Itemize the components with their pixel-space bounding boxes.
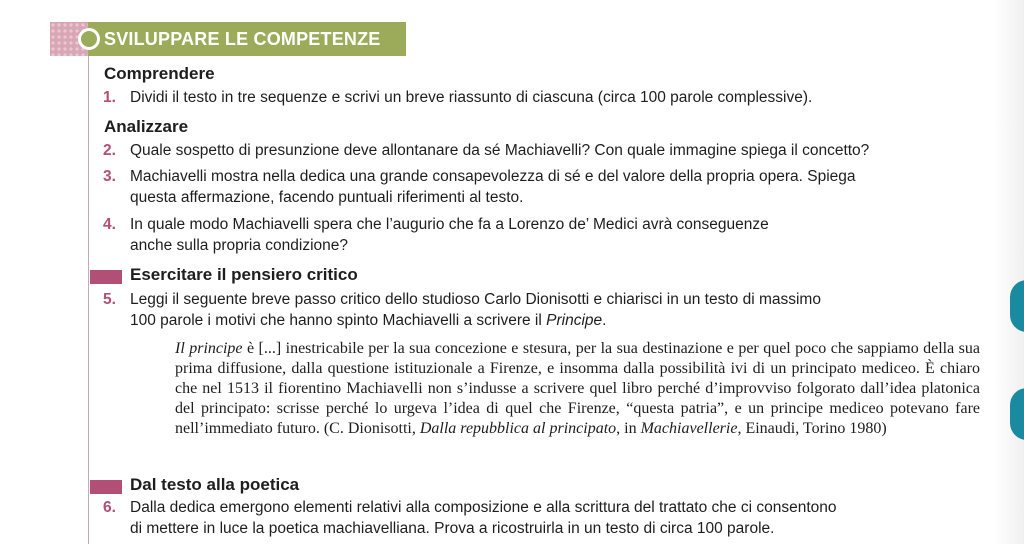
question-number: 2. (103, 142, 116, 159)
question-text-line1: Leggi il seguente breve passo critico dello studioso Carlo Dionisotti e chiarisci in un testo di massimo (130, 291, 821, 308)
side-tab-marker[interactable] (1010, 280, 1024, 332)
question-text-part: . (602, 312, 607, 329)
quote-book-title: Machiavellerie (640, 420, 738, 437)
side-tab-marker[interactable] (1010, 388, 1024, 440)
question-4 (103, 214, 769, 256)
question-text-line1: In quale modo Machiavelli spera che l’augurio che fa a Lorenzo de’ Medici avrà conseguenze (130, 216, 769, 233)
quote-source-mid: , in (616, 420, 641, 437)
question-text-part: 100 parole i motivi che hanno spinto Machiavelli a scrivere il (130, 312, 547, 329)
heading-analizzare: Analizzare (104, 117, 189, 136)
heading-comprendere: Comprendere (104, 64, 215, 83)
margin-rule (88, 56, 89, 544)
question-text-line2: questa affermazione, facendo puntuali riferimenti al testo. (130, 189, 524, 206)
question-text-line2 (130, 310, 821, 331)
question-text: Quale sospetto di presunzione deve allontanare da sé Machiavelli? Con quale immagine spiega il concetto? (130, 142, 870, 159)
quote-source-end: , Einaudi, Torino 1980) (737, 420, 887, 437)
page-edge-shadow (994, 0, 1024, 544)
question-text-italic: Principe (546, 312, 603, 329)
question-number: 4. (103, 216, 116, 233)
question-5 (103, 289, 821, 331)
question-3 (103, 166, 856, 208)
question-number: 1. (103, 89, 116, 106)
question-number: 6. (103, 499, 116, 516)
question-number: 5. (103, 291, 116, 308)
question-text-line2: anche sulla propria condizione? (130, 237, 349, 254)
heading-poetica: Dal testo alla poetica (130, 475, 300, 494)
question-text: Dividi il testo in tre sequenze e scrivi un breve riassunto di ciascuna (circa 100 parole complessive). (130, 89, 813, 106)
quote-body: è [...] inestricabile per la sua concezione e stesura, per la sua destinazione e per quel poco che sappiamo della sua prima diffusione, dalla questione istituzionale a Firenze, e insomma dalla possibilità ivi di un principato mediceo. È chiaro che nel 1513 il fiorentino Machiavelli non s’indusse a scrivere quel libro perché d’improvviso folgorato dall’idea platonica del principato: scrisse perché lo urgeva l’idea di quel che Firenze, “questa patria”, e un principe mediceo potevano fare nell’immediato futuro. (C. Dionisotti, (175, 340, 981, 437)
question-2 (103, 140, 869, 161)
header-circle-icon (78, 28, 100, 50)
section-marker-bar (90, 270, 122, 284)
question-number: 3. (103, 168, 116, 185)
question-6 (103, 497, 837, 539)
heading-pensiero-critico: Esercitare il pensiero critico (130, 265, 358, 284)
question-text-line2: di mettere in luce la poetica machiavelliana. Prova a ricostruirla in un testo di circa 100 parole. (130, 520, 775, 537)
question-text-line1: Machiavelli mostra nella dedica una grande consapevolezza di sé e del valore della propria opera. Spiega (130, 168, 856, 185)
question-text-line1: Dalla dedica emergono elementi relativi alla composizione e alla scrittura del trattato che ci consentono (130, 499, 837, 516)
header-bar (88, 22, 406, 56)
critical-quote (175, 339, 980, 439)
header-title: SVILUPPARE LE COMPETENZE (104, 28, 381, 49)
section-marker-bar (90, 480, 122, 494)
section-header (50, 22, 406, 56)
question-1 (103, 87, 812, 108)
quote-source-title: Dalla repubblica al principato (419, 420, 617, 437)
quote-title: Il principe (175, 340, 243, 357)
